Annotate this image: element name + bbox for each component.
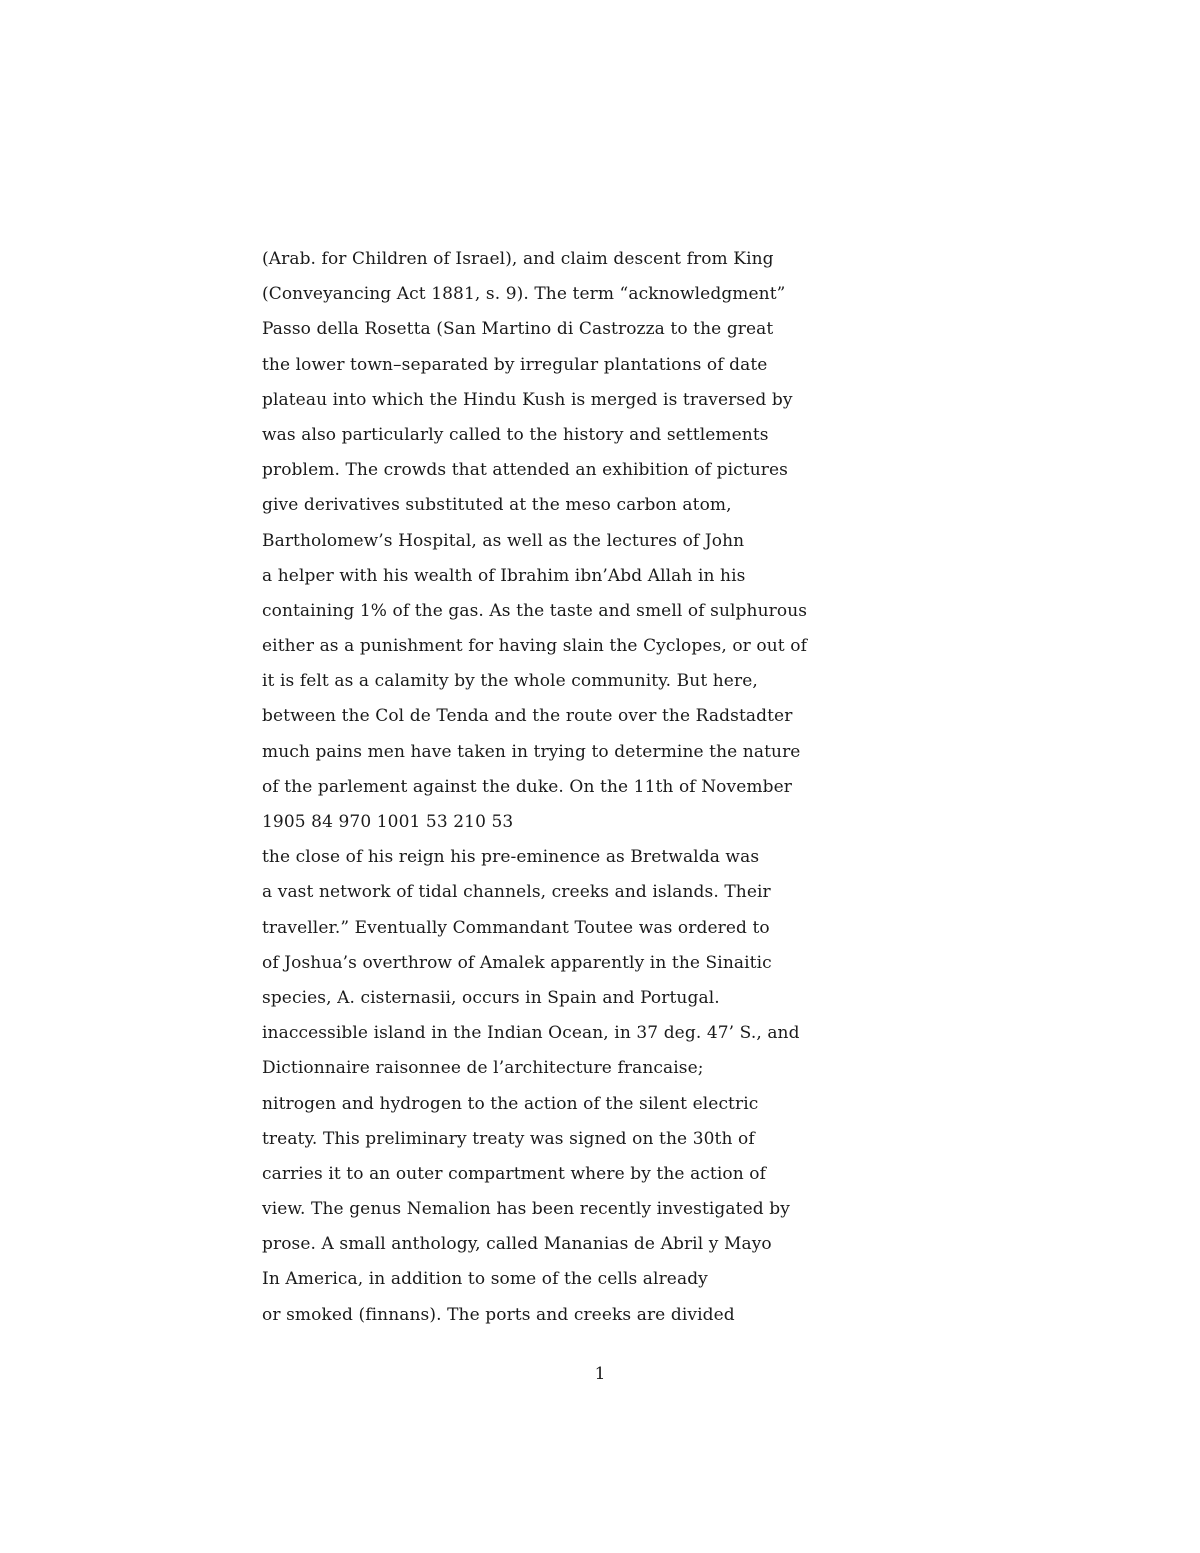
text-line: view. The genus Nemalion has been recently investigated by (262, 1199, 790, 1220)
text-line: prose. A small anthology, called Mananias de Abril y Mayo (262, 1234, 772, 1255)
text-line: 1905 84 970 1001 53 210 53 (262, 812, 514, 832)
text-line: Bartholomew’s Hospital, as well as the lectures of John (262, 530, 745, 551)
body-text (262, 242, 882, 1333)
text-line: the close of his reign his pre-eminence as Bretwalda was (262, 847, 760, 868)
text-line: the lower town–separated by irregular plantations of date (262, 354, 768, 375)
text-line: inaccessible island in the Indian Ocean, in 37 deg. 47’ S., and (262, 1023, 800, 1044)
text-line: species, A. cisternasii, occurs in Spain and Portugal. (262, 987, 720, 1008)
text-line: containing 1% of the gas. As the taste and smell of sulphurous (262, 600, 808, 621)
text-line: problem. The crowds that attended an exhibition of pictures (262, 460, 788, 481)
text-line: treaty. This preliminary treaty was signed on the 30th of (262, 1128, 755, 1149)
text-line: a vast network of tidal channels, creeks and islands. Their (262, 882, 771, 903)
text-line: nitrogen and hydrogen to the action of the silent electric (262, 1093, 759, 1114)
text-line: carries it to an outer compartment where by the action of (262, 1163, 767, 1184)
text-line: either as a punishment for having slain the Cyclopes, or out of (262, 636, 807, 657)
text-line: plateau into which the Hindu Kush is merged is traversed by (262, 389, 793, 410)
page-number: 1 (594, 1364, 606, 1384)
text-line: much pains men have taken in trying to determine the nature (262, 741, 801, 762)
text-line: or smoked (finnans). The ports and creeks are divided (262, 1304, 735, 1325)
text-line: In America, in addition to some of the cells already (262, 1269, 708, 1290)
text-line: Passo della Rosetta (San Martino di Castrozza to the great (262, 319, 774, 340)
text-line: was also particularly called to the history and settlements (262, 424, 769, 445)
text-line: traveller.” Eventually Commandant Toutee was ordered to (262, 917, 770, 938)
text-line: it is felt as a calamity by the whole community. But here, (262, 671, 758, 692)
text-line: between the Col de Tenda and the route over the Radstadter (262, 706, 793, 727)
text-line: a helper with his wealth of Ibrahim ibn’Abd Allah in his (262, 565, 746, 586)
text-line: of Joshua’s overthrow of Amalek apparently in the Sinaitic (262, 952, 772, 973)
text-line: (Arab. for Children of Israel), and claim descent from King (262, 249, 774, 269)
text-line: give derivatives substituted at the meso carbon atom, (262, 495, 732, 516)
text-line: Dictionnaire raisonnee de l’architecture francaise; (262, 1058, 704, 1079)
text-line: of the parlement against the duke. On the 11th of November (262, 776, 792, 797)
text-line: (Conveyancing Act 1881, s. 9). The term “acknowledgment” (262, 284, 786, 305)
